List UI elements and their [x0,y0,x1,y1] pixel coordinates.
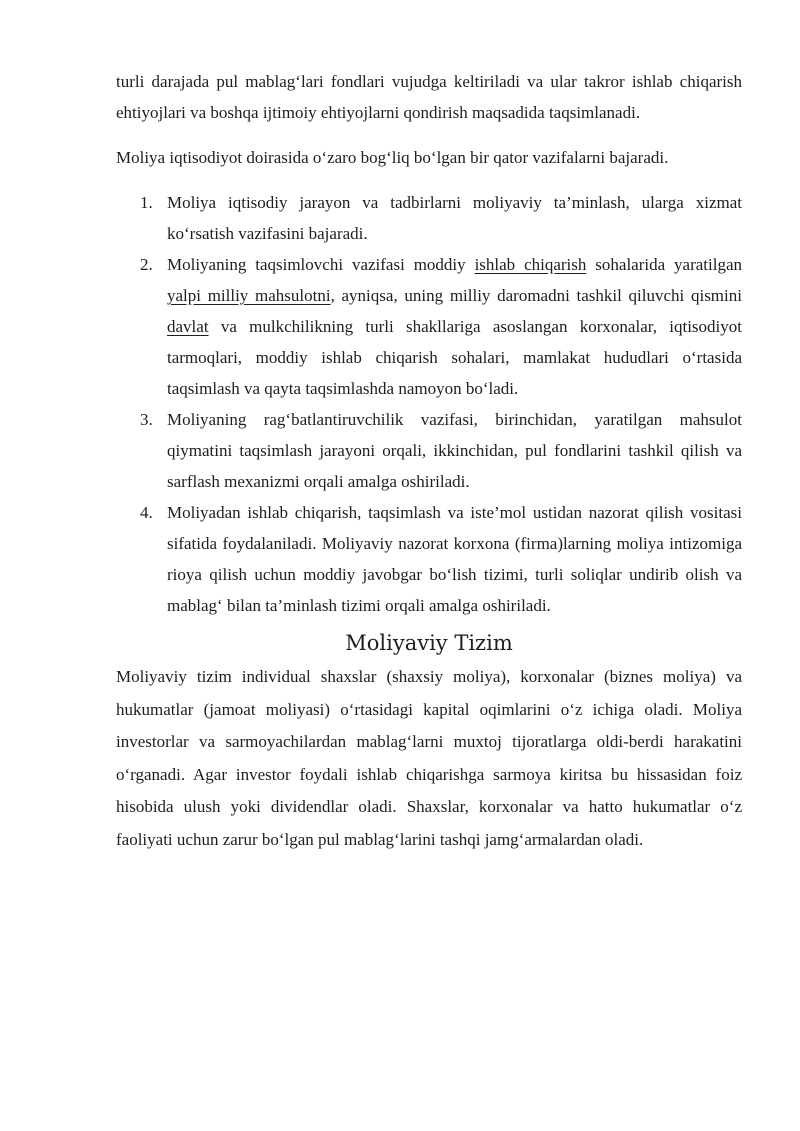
document-page [116,66,742,856]
list-item-text-part: , ayniqsa, uning milliy daromadni tashkil qiluvchi qismini [330,286,742,305]
list-number: 2. [140,255,153,274]
list-item-text: Moliya iqtisodiy jarayon va tadbirlarni moliyaviy ta’minlash, ularga xizmat ko‘rsatish vazifasini bajaradi. [167,193,742,243]
list-item-text: Moliyadan ishlab chiqarish, taqsimlash va iste’mol ustidan nazorat qilish vositasi sifatida foydalaniladi. Moliyaviy nazorat korxona (firma)larning moliya intizomiga rioya qilish uchun moddiy javobgar bo‘lish tizimi, turli soliqlar undirib olish va mablag‘ bilan ta’minlash tizimi orqali amalga oshiriladi. [167,503,742,615]
list-item [116,249,742,404]
list-item-text: Moliyaning rag‘batlantiruvchilik vazifasi, birinchidan, yaratilgan mahsulot qiymatini taqsimlash jarayoni orqali, ikkinchidan, pul fondlarini tashkil qilish va sarflash mexanizmi orqali amalga oshiriladi. [167,410,742,491]
list-item [116,187,742,249]
link-yalpi-milliy-mahsulot[interactable]: yalpi milliy mahsulotni [167,286,331,305]
list-item-text-part: Moliyaning taqsimlovchi vazifasi moddiy [167,255,475,274]
list-number: 3. [140,410,153,429]
list-item-text-part: va mulkchilikning turli shakllariga asoslangan korxonalar, iqtisodiyot tarmoqlari, moddiy ishlab chiqarish sohalari, mamlakat hududlari o‘rtasida taqsimlash va qayta taqsimlashda namoyon bo‘ladi. [167,317,742,398]
lead-sentence: Moliya iqtisodiyot doirasida o‘zaro bog‘liq bo‘lgan bir qator vazifalarni bajaradi. [116,148,669,167]
section-heading: Moliyaviy Tizim [345,631,513,655]
list-item [116,497,742,621]
list-item-text-part: sohalarida yaratilgan [586,255,743,274]
link-ishlab-chiqarish[interactable]: ishlab chiqarish [474,255,587,274]
list-item [116,404,742,497]
system-paragraph: Moliyaviy tizim individual shaxslar (shaxsiy moliya), korxonalar (biznes moliya) va hukumatlar (jamoat moliyasi) o‘rtasidagi kapital oqimlarini o‘z ichiga oladi. Moliya investorlar va sarmoyachilardan mablag‘larni muxtoj tijoratlarga oldi-berdi harakatini o‘rganadi. Agar investor foydali ishlab chiqarishga sarmoya kiritsa bu hissasidan foiz hisobida ulush yoki dividendlar oladi. Shaxslar, korxonalar va hatto hukumatlar o‘z faoliyati uchun zarur bo‘lgan pul mablag‘larini tashqi jamg‘armalardan oladi. [116,667,742,849]
list-number: 4. [140,503,153,522]
list-number: 1. [140,193,153,212]
duties-list [116,187,742,621]
link-davlat[interactable]: davlat [167,317,209,336]
intro-paragraph: turli darajada pul mablag‘lari fondlari vujudga keltiriladi va ular takror ishlab chiqarish ehtiyojlari va boshqa ijtimoiy ehtiyojlarni qondirish maqsadida taqsimlanadi. [116,72,742,122]
